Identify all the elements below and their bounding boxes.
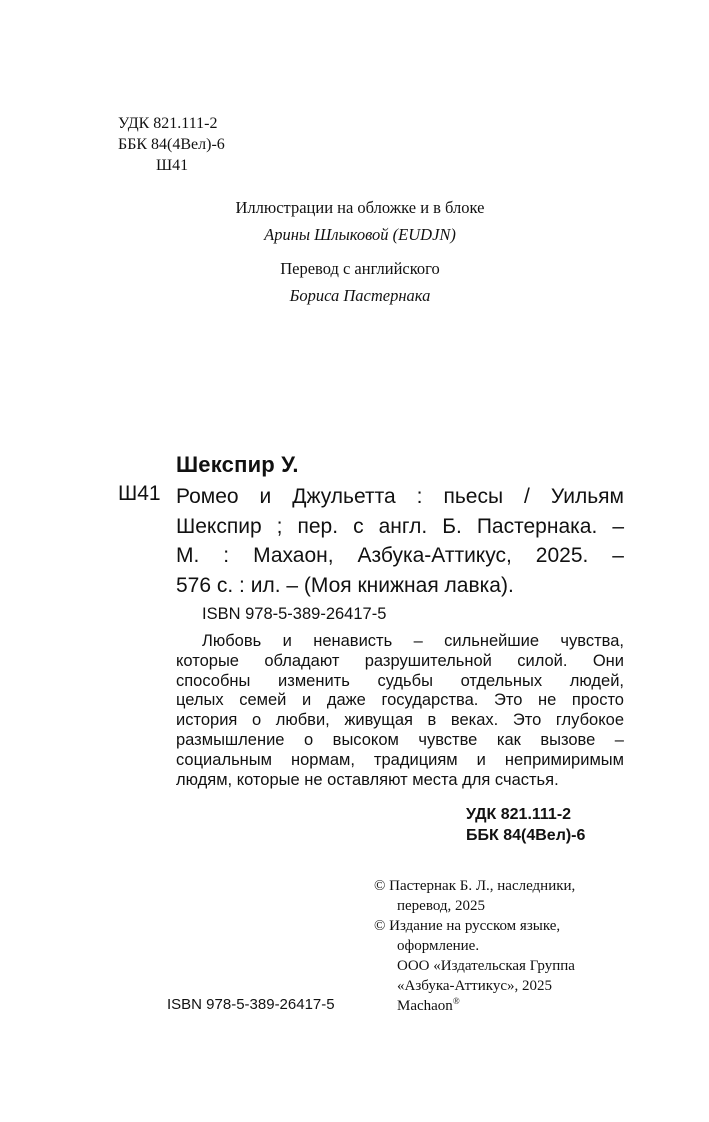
illustration-credit	[150, 194, 570, 248]
translation-credit	[150, 255, 570, 309]
illustrator-name: Арины Шлыковой (EUDJN)	[264, 225, 456, 244]
annotation	[176, 632, 624, 790]
illustrations-label: Иллюстрации на обложке и в блоке	[235, 198, 485, 217]
copyright-line: «Азбука-Аттикус», 2025	[397, 978, 552, 994]
publisher-brand	[374, 996, 575, 1016]
annotation-line: людям, которые не оставляют места для счастья.	[176, 770, 559, 789]
bibliographic-description	[176, 482, 624, 600]
annotation-line: способны изменить судьбы отдельных людей,	[176, 671, 624, 690]
bbk-code-bottom: ББК 84(4Вел)-6	[466, 827, 586, 844]
author-heading: Шекспир У.	[176, 452, 299, 477]
annotation-line: история о любви, живущая в веках. Это глубокое	[176, 711, 624, 730]
copyright-line: ООО «Издательская Группа	[397, 958, 575, 974]
annotation-line: Любовь и ненависть – сильнейшие чувства,	[202, 632, 624, 650]
copyright-line: перевод, 2025	[397, 898, 486, 914]
bbk-code: ББК 84(4Вел)-6	[118, 136, 225, 153]
biblio-line: Шекспир ; пер. с англ. Б. Пастернака. –	[176, 514, 624, 538]
registered-mark: ®	[452, 996, 460, 1006]
publisher-name: Machaon	[397, 998, 453, 1014]
udk-code: УДК 821.111-2	[118, 115, 218, 132]
biblio-line: 576 с. : ил. – (Моя книжная лавка).	[176, 573, 514, 597]
annotation-line: размышление о высоком чувстве как вызове –	[176, 730, 624, 749]
copyright-line: © Издание на русском языке,	[374, 918, 561, 934]
annotation-line: которые обладают разрушительной силой. Они	[176, 651, 624, 670]
translation-label: Перевод с английского	[280, 259, 440, 278]
biblio-line: М. : Махаон, Азбука-Аттикус, 2025. –	[176, 544, 624, 567]
author-mark: Ш41	[156, 157, 189, 174]
copyright-line: © Пастернак Б. Л., наследники,	[374, 878, 576, 894]
copyright-line: оформление.	[397, 938, 480, 954]
annotation-line: целых семей и даже государства. Это не просто	[176, 691, 624, 710]
copyright-block	[374, 876, 575, 1016]
udk-code-bottom: УДК 821.111-2	[466, 806, 572, 823]
classification-codes	[118, 113, 225, 176]
isbn-bottom: ISBN 978-5-389-26417-5	[167, 996, 335, 1013]
catalog-shifr: Ш41	[118, 482, 161, 505]
translator-name: Бориса Пастернака	[289, 286, 431, 305]
catalog-isbn: ISBN 978-5-389-26417-5	[202, 605, 387, 623]
classification-codes-bottom	[466, 804, 585, 846]
annotation-line: социальным нормам, традициям и непримиримым	[176, 750, 624, 769]
biblio-line: Ромео и Джульетта : пьесы / Уильям	[176, 485, 624, 508]
